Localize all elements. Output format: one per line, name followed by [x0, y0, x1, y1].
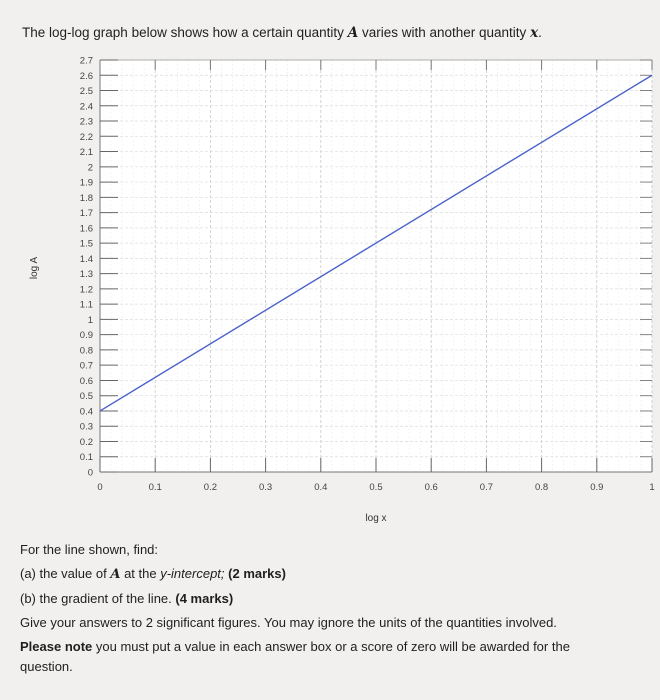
question-b-text: (b) the gradient of the line.	[20, 591, 172, 606]
intro-text-part: The log-log graph below shows how a certain quantity	[22, 25, 344, 40]
x-tick-label: 0.5	[369, 482, 383, 493]
y-tick-label: 0.6	[79, 375, 93, 387]
y-tick-label: 1.4	[79, 253, 93, 265]
y-tick-label: 1.7	[79, 208, 93, 220]
x-tick-label: 1	[649, 482, 655, 493]
y-tick-label: 1.1	[79, 299, 93, 311]
question-lead: For the line shown, find:	[20, 542, 159, 557]
x-tick-label: 0.1	[148, 482, 162, 493]
y-tick-label: 1.5	[79, 238, 93, 250]
y-tick-label: 2.6	[79, 70, 93, 82]
y-tick-label: 0.7	[79, 360, 93, 372]
note-bold: Please note	[20, 639, 93, 654]
question-instruction: Give your answers to 2 significant figures. You may ignore the units of the quantities involved.	[20, 615, 557, 630]
x-tick-label: 0.9	[590, 482, 604, 493]
x-tick-labels	[97, 482, 654, 493]
log-log-chart	[0, 50, 660, 530]
question-a	[20, 562, 620, 587]
x-axis-label: log x	[365, 513, 387, 524]
y-tick-label: 1.2	[79, 284, 93, 296]
y-tick-label: 0.1	[79, 452, 93, 464]
intro-text	[22, 24, 642, 42]
question-a-text: at the	[124, 566, 157, 581]
y-tick-label: 1.9	[79, 177, 93, 189]
y-tick-label: 0.5	[79, 391, 93, 403]
y-tick-labels	[80, 56, 93, 479]
y-tick-label: 1.8	[79, 192, 93, 204]
variable-a: A	[110, 567, 121, 582]
y-tick-label: 1.3	[79, 269, 93, 281]
question-block	[20, 538, 620, 677]
variable-a: A	[347, 25, 359, 41]
y-tick-label: 2.4	[79, 101, 93, 113]
y-tick-label: 2.2	[79, 131, 93, 143]
x-tick-label: 0.8	[534, 482, 549, 493]
y-tick-label: 2.1	[79, 147, 93, 159]
y-tick-label: 2	[87, 162, 93, 174]
y-tick-label: 0	[87, 467, 93, 479]
x-tick-label: 0.3	[258, 482, 273, 493]
question-a-italic: y-intercept;	[160, 566, 225, 581]
y-tick-label: 0.4	[79, 406, 93, 418]
y-tick-label: 1.6	[79, 223, 93, 235]
x-tick-label: 0	[97, 482, 103, 493]
variable-x: x	[530, 25, 539, 41]
question-b	[20, 587, 620, 611]
x-tick-label: 0.6	[424, 482, 438, 493]
y-tick-label: 0.9	[79, 330, 93, 342]
x-tick-label: 0.7	[479, 482, 494, 493]
x-tick-label: 0.4	[314, 482, 328, 493]
y-tick-label: 0.8	[79, 345, 93, 357]
chart-svg	[0, 50, 660, 530]
question-a-text: (a) the value of	[20, 566, 107, 581]
y-tick-label: 2.5	[79, 86, 93, 98]
intro-text-part: varies with another quantity	[361, 25, 527, 40]
y-tick-label: 0.2	[79, 436, 93, 448]
y-axis-label: log A	[29, 256, 40, 280]
y-tick-label: 0.3	[79, 421, 93, 433]
question-a-marks: (2 marks)	[228, 566, 286, 581]
y-tick-label: 1	[87, 314, 93, 326]
intro-text-part: .	[538, 25, 542, 40]
question-note	[20, 637, 620, 677]
y-tick-label: 2.3	[79, 116, 93, 128]
question-b-marks: (4 marks)	[175, 591, 234, 606]
note-text: you must put a value in each answer box or a score of zero will be awarded for the question.	[20, 639, 570, 674]
y-tick-label: 2.7	[79, 55, 93, 67]
x-tick-label: 0.2	[203, 482, 218, 493]
